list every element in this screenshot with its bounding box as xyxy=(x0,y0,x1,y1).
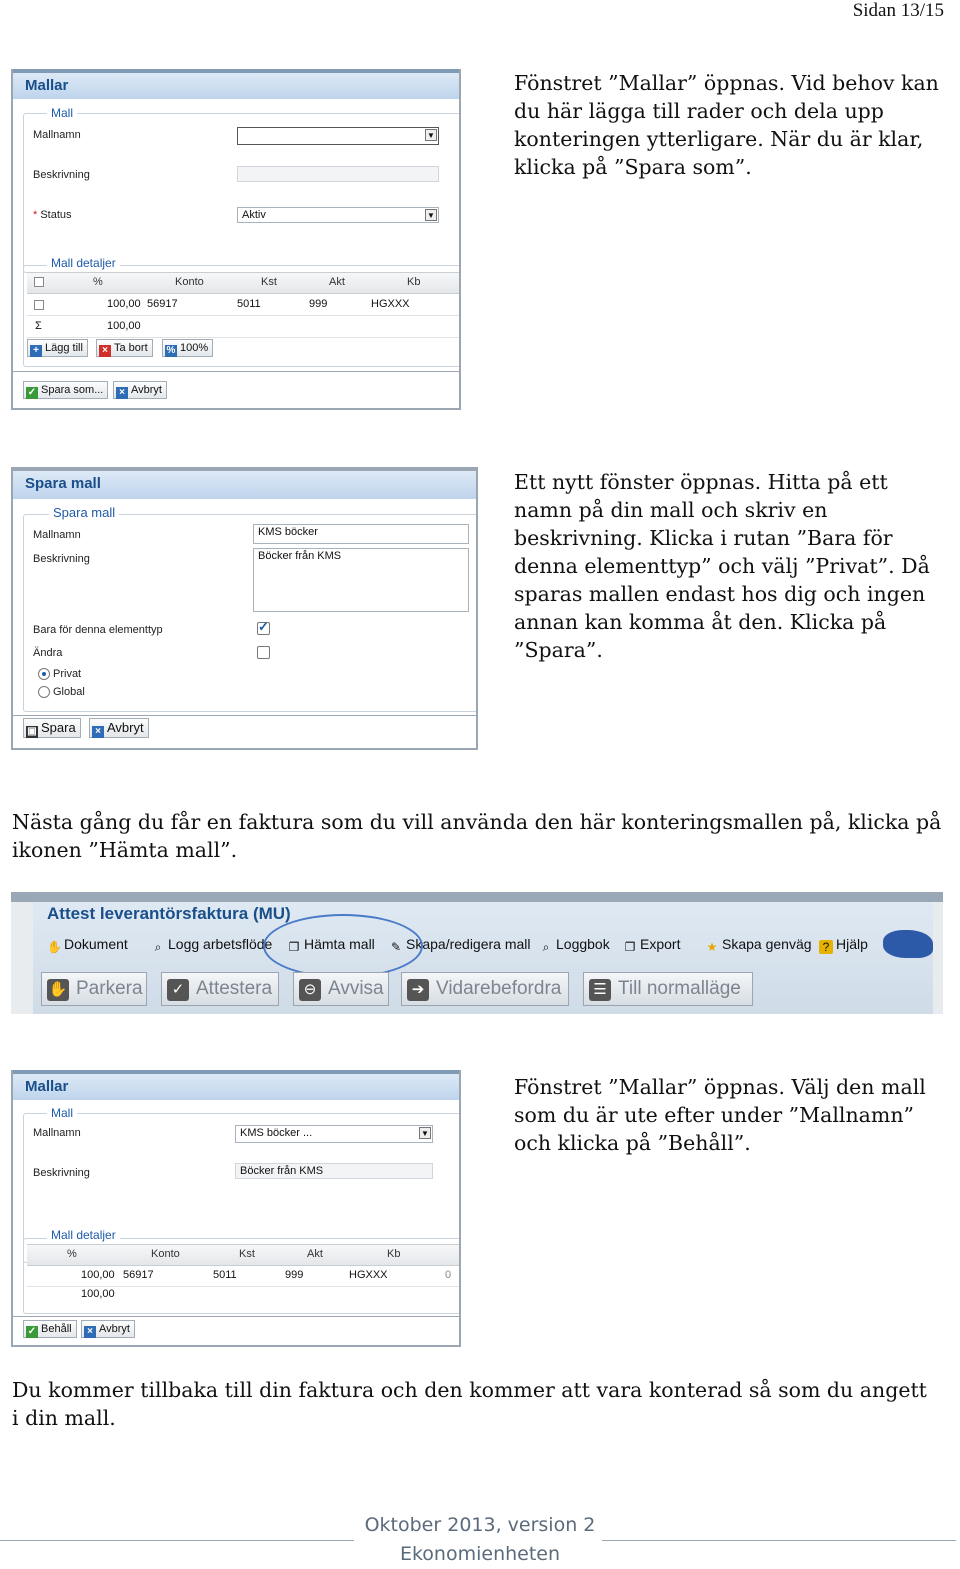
paragraph-5: Du kommer tillbaka till din faktura och den kommer att vara konterad så som du angett i din mall. xyxy=(12,1378,927,1430)
floppy-icon: ▣ xyxy=(27,726,37,737)
paragraph-2: Ett nytt fönster öppnas. Hitta på ett namn på din mall och skriv en beskrivning. Klicka i rutan ”Bara för denna elementtyp” och välj ”Privat”. Då sparas mallen endast hos dig och ingen annan kan komma åt den. Klicka på ”Spara”. xyxy=(514,470,930,662)
footer-version: Oktober 2013, version 2 xyxy=(364,1514,596,1536)
percent-button[interactable]: % 100% xyxy=(162,339,213,357)
mallnamn-label: Mallnamn xyxy=(33,129,81,141)
private-radio[interactable] xyxy=(38,668,50,680)
close-icon: × xyxy=(84,1326,96,1338)
close-icon: × xyxy=(92,726,104,738)
cancel-button[interactable]: × Avbryt xyxy=(113,381,167,399)
element-type-label: Bara för denna elementtyp xyxy=(33,624,163,636)
beskrivning-label: Beskrivning xyxy=(33,1167,90,1179)
vidarebefordra-button[interactable]: ➔ Vidarebefordra xyxy=(401,972,569,1006)
beskrivning-label: Beskrivning xyxy=(33,553,90,565)
check-icon: ✓ xyxy=(27,1326,37,1337)
attest-toolbar-screenshot xyxy=(11,892,943,1014)
toolbar-hjalp[interactable]: ? Hjälp xyxy=(819,936,868,954)
highlight-ellipse xyxy=(263,914,423,978)
window-title: Spara mall xyxy=(13,471,476,499)
footer-rule-right xyxy=(602,1540,956,1541)
help-icon: ? xyxy=(819,940,833,954)
copy-icon: ❐ xyxy=(624,940,636,954)
mallnamn-label: Mallnamn xyxy=(33,1127,81,1139)
hand-icon: ✋ xyxy=(47,940,62,954)
table-row[interactable]: 100,00 56917 5011 999 HGXXX xyxy=(27,295,461,316)
toolbar-skapa-genvag[interactable]: ★ Skapa genväg xyxy=(706,936,812,954)
mall-details-title: Mall detaljer xyxy=(47,1228,120,1242)
mallnamn-select[interactable]: KMS böcker ... ▼ xyxy=(235,1125,433,1143)
check-icon: ✓ xyxy=(27,387,37,398)
paragraph-3: Nästa gång du får en faktura som du vill använda den här konteringsmallen på, klicka på ikonen ”Hämta mall”. xyxy=(12,810,942,862)
chevron-down-icon[interactable]: ▼ xyxy=(425,129,437,141)
toolbar-dokument[interactable]: ✋ Dokument xyxy=(47,936,128,954)
sum-row: 100,00 xyxy=(81,1288,115,1300)
toolbar-loggbok[interactable]: ⌕ Loggbok xyxy=(539,936,610,954)
chevron-down-icon[interactable]: ▼ xyxy=(419,1127,431,1139)
toolbar-logg-arbetsflode[interactable]: ⌕ Logg arbetsflöde xyxy=(151,936,272,954)
mallar-select-window-screenshot xyxy=(11,1070,461,1347)
avvisa-button[interactable]: ⊖ Avvisa xyxy=(293,972,389,1006)
global-radio[interactable] xyxy=(38,686,50,698)
toolbar-export[interactable]: ❐ Export xyxy=(624,936,681,954)
toolbar-skapa-redigera-mall[interactable]: ✎ Skapa/redigera mall xyxy=(390,936,531,954)
private-label: Privat xyxy=(53,668,82,680)
mall-details-title: Mall detaljer xyxy=(47,256,120,270)
close-icon: × xyxy=(99,345,111,357)
footer-rule-left xyxy=(0,1540,354,1541)
list-icon: ☰ xyxy=(589,979,611,1001)
footer-department: Ekonomienheten xyxy=(399,1543,561,1565)
paragraph-1: Fönstret ”Mallar” öppnas. Vid behov kan du här lägga till rader och dela upp konteringen ytterligare. När du är klar, klicka på ”Spara som”. xyxy=(514,71,939,179)
cancel-button[interactable]: × Avbryt xyxy=(89,718,149,738)
keep-button[interactable]: ✓ Behåll xyxy=(23,1320,77,1338)
table-row[interactable]: 100,00 56917 5011 999 HGXXX 0 xyxy=(27,1266,461,1287)
global-label: Global xyxy=(53,686,85,698)
mall-group-title: Mall xyxy=(47,106,77,120)
window-title: Mallar xyxy=(13,73,459,99)
parkera-button[interactable]: ✋ Parkera xyxy=(41,972,147,1006)
arrow-right-icon: ➔ xyxy=(407,979,429,1001)
spara-mall-window-screenshot xyxy=(11,467,478,750)
check-icon: ✓ xyxy=(167,979,189,1001)
percent-icon: % xyxy=(166,345,176,356)
beskrivning-input[interactable]: Böcker från KMS xyxy=(235,1163,433,1179)
select-all-checkbox[interactable] xyxy=(34,277,44,287)
details-table-header: % Konto Kst Akt Kb xyxy=(27,272,461,294)
andra-checkbox[interactable] xyxy=(257,646,270,659)
remove-row-button[interactable]: × Ta bort xyxy=(96,339,153,357)
row-checkbox[interactable] xyxy=(34,300,44,310)
close-icon: × xyxy=(116,387,128,399)
details-table-header: % Konto Kst Akt Kb xyxy=(27,1244,461,1266)
hand-icon: ✋ xyxy=(47,979,69,1001)
plus-icon: + xyxy=(30,345,42,357)
paragraph-4: Fönstret ”Mallar” öppnas. Välj den mall som du är ute efter under ”Mallnamn” och klicka på ”Behåll”. xyxy=(514,1075,926,1155)
mall-group-title: Mall xyxy=(47,1106,77,1120)
mallnamn-select[interactable] xyxy=(237,127,439,145)
chevron-down-icon[interactable]: ▼ xyxy=(425,209,437,221)
till-normallage-button[interactable]: ☰ Till normalläge xyxy=(583,972,753,1006)
page-number: Sidan 13/15 xyxy=(852,0,944,21)
bull-logo-icon xyxy=(883,930,933,958)
required-marker: * xyxy=(33,209,38,221)
toolbar-hamta-mall[interactable]: ❐ Hämta mall xyxy=(288,936,375,954)
pencil-icon: ✎ xyxy=(390,940,402,954)
search-icon: ⌕ xyxy=(154,940,162,954)
andra-label: Ändra xyxy=(33,647,63,659)
spara-mall-group-title: Spara mall xyxy=(49,505,119,520)
mallnamn-input[interactable]: KMS böcker xyxy=(253,524,469,544)
element-type-checkbox[interactable] xyxy=(257,622,270,635)
beskrivning-label: Beskrivning xyxy=(33,169,90,181)
mallar-window-screenshot xyxy=(11,69,461,410)
save-as-button[interactable]: ✓ Spara som... xyxy=(23,381,108,399)
attestera-button[interactable]: ✓ Attestera xyxy=(161,972,279,1006)
beskrivning-textarea[interactable]: Böcker från KMS xyxy=(253,548,469,612)
search-icon: ⌕ xyxy=(542,940,550,954)
window-title: Mallar xyxy=(13,1074,459,1100)
cancel-button[interactable]: × Avbryt xyxy=(81,1320,135,1338)
beskrivning-input[interactable] xyxy=(237,166,439,182)
sum-row: Σ 100,00 xyxy=(27,317,461,338)
copy-icon: ❐ xyxy=(288,940,300,954)
window-title: Attest leverantörsfaktura (MU) xyxy=(47,904,291,923)
mallnamn-label: Mallnamn xyxy=(33,529,81,541)
star-icon: ★ xyxy=(706,940,718,954)
minus-icon: ⊖ xyxy=(299,979,321,1001)
save-button[interactable]: ▣ Spara xyxy=(23,718,81,738)
status-select[interactable]: Aktiv ▼ xyxy=(237,207,439,223)
status-label: * Status xyxy=(33,209,72,221)
add-row-button[interactable]: + Lägg till xyxy=(27,339,88,357)
